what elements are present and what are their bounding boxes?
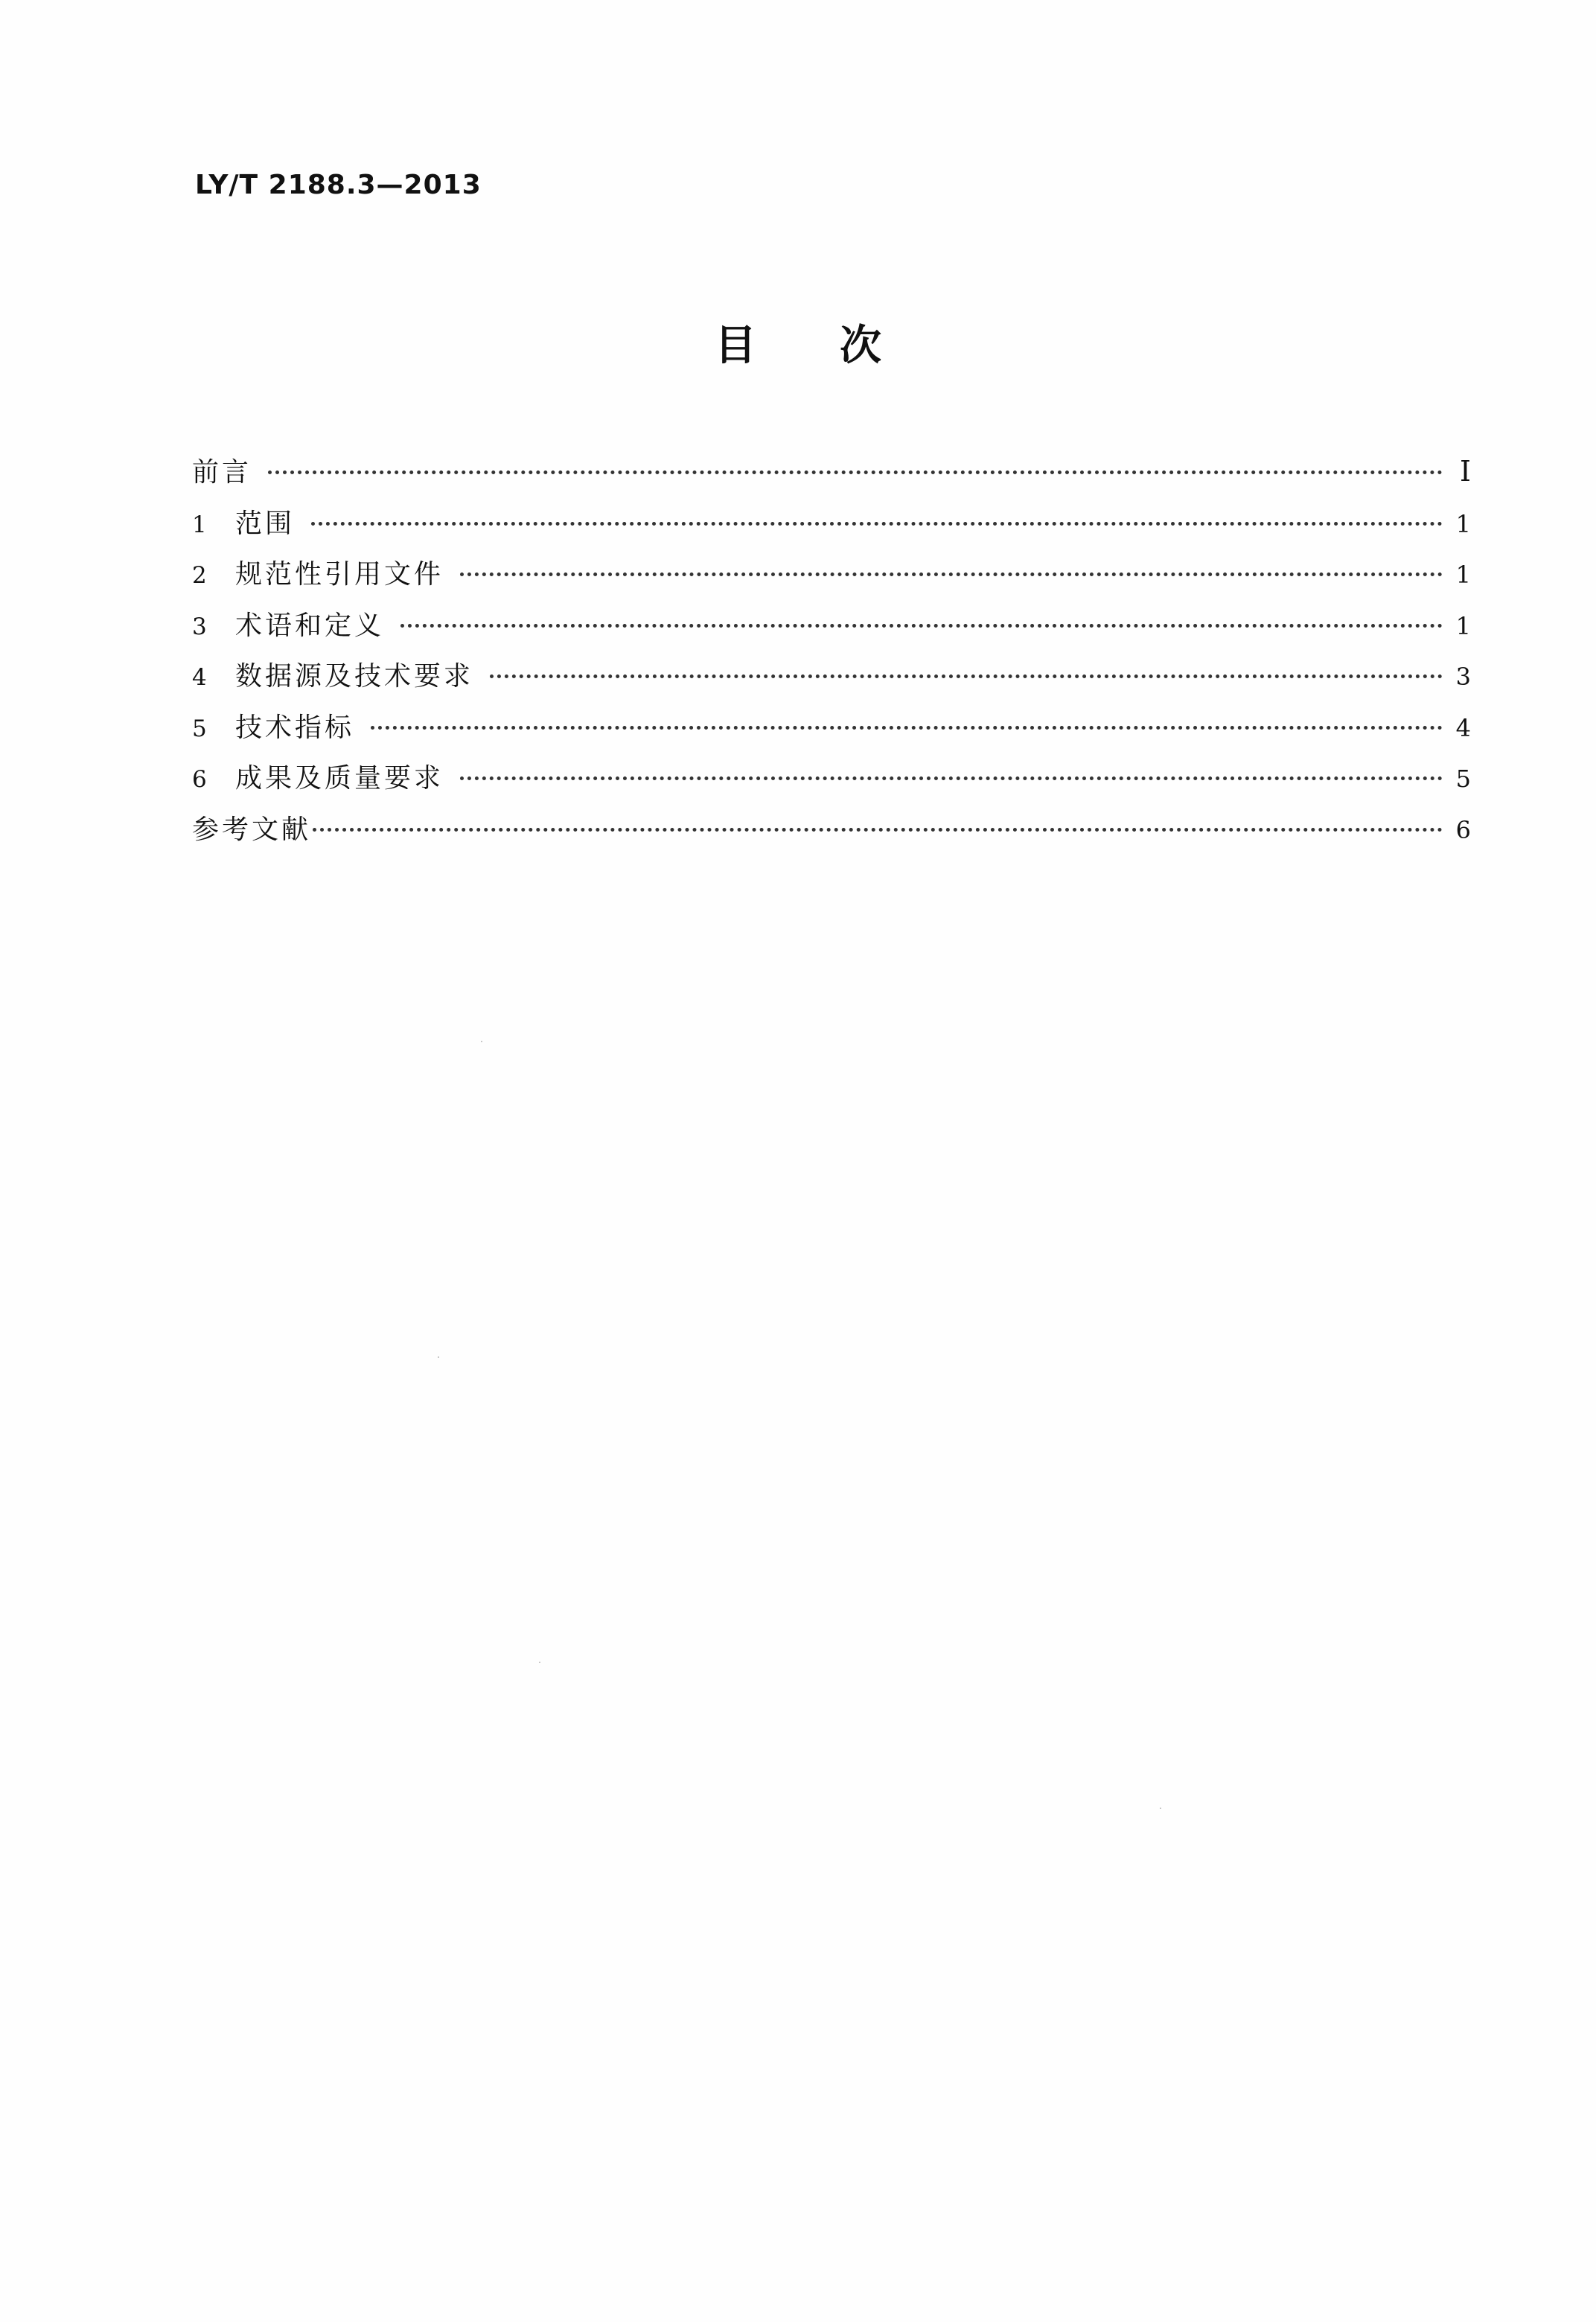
toc-entry-number: 3: [192, 613, 207, 640]
dot-leader: [371, 726, 1443, 730]
toc-entry-foreword[interactable]: [192, 451, 1471, 503]
toc-entry-label: 术语和定义: [235, 610, 385, 641]
dot-leader: [400, 624, 1443, 628]
toc-entry-number: 1: [192, 511, 207, 538]
toc-title: 目次: [715, 322, 965, 370]
toc-entry-number: 5: [192, 715, 207, 742]
dot-leader: [490, 674, 1443, 678]
toc-entry-label: 规范性引用文件: [235, 559, 444, 590]
standard-code: LY/T 2188.3—2013: [195, 170, 482, 200]
toc-entry-label: 成果及质量要求: [235, 763, 444, 794]
toc-entry-page: 5: [1455, 765, 1471, 793]
toc-entry-label: 前言: [192, 457, 252, 488]
scan-speck: [481, 1041, 482, 1042]
table-of-contents: [192, 451, 1471, 859]
toc-entry-terms-definitions[interactable]: [192, 605, 1471, 656]
dot-leader: [313, 828, 1443, 832]
toc-entry-label: 数据源及技术要求: [235, 661, 474, 692]
dot-leader: [460, 776, 1443, 780]
toc-entry-results-quality[interactable]: [192, 757, 1471, 808]
toc-entry-bibliography[interactable]: [192, 808, 1471, 860]
toc-entry-page: 3: [1455, 663, 1471, 691]
toc-entry-scope[interactable]: [192, 503, 1471, 554]
scan-speck: [539, 1662, 540, 1663]
toc-entry-label: 参考文献: [192, 814, 312, 845]
toc-entry-page: 1: [1455, 611, 1471, 640]
toc-entry-page: I: [1459, 455, 1471, 488]
scan-speck: [1160, 1808, 1161, 1809]
toc-entry-number: 4: [192, 664, 207, 691]
toc-entry-number: 2: [192, 562, 207, 589]
dot-leader: [268, 471, 1443, 474]
toc-entry-page: 1: [1455, 561, 1471, 589]
toc-entry-label: 范围: [235, 508, 296, 539]
scan-speck: [438, 1356, 439, 1358]
toc-entry-normative-references[interactable]: [192, 553, 1471, 605]
toc-entry-page: 4: [1455, 713, 1471, 742]
toc-entry-technical-indicators[interactable]: [192, 707, 1471, 758]
toc-entry-page: 6: [1455, 815, 1471, 844]
toc-entry-page: 1: [1455, 509, 1471, 538]
dot-leader: [460, 572, 1443, 576]
toc-entry-label: 技术指标: [235, 712, 355, 743]
dot-leader: [311, 522, 1443, 526]
toc-entry-data-source-requirements[interactable]: [192, 655, 1471, 707]
toc-entry-number: 6: [192, 766, 207, 793]
